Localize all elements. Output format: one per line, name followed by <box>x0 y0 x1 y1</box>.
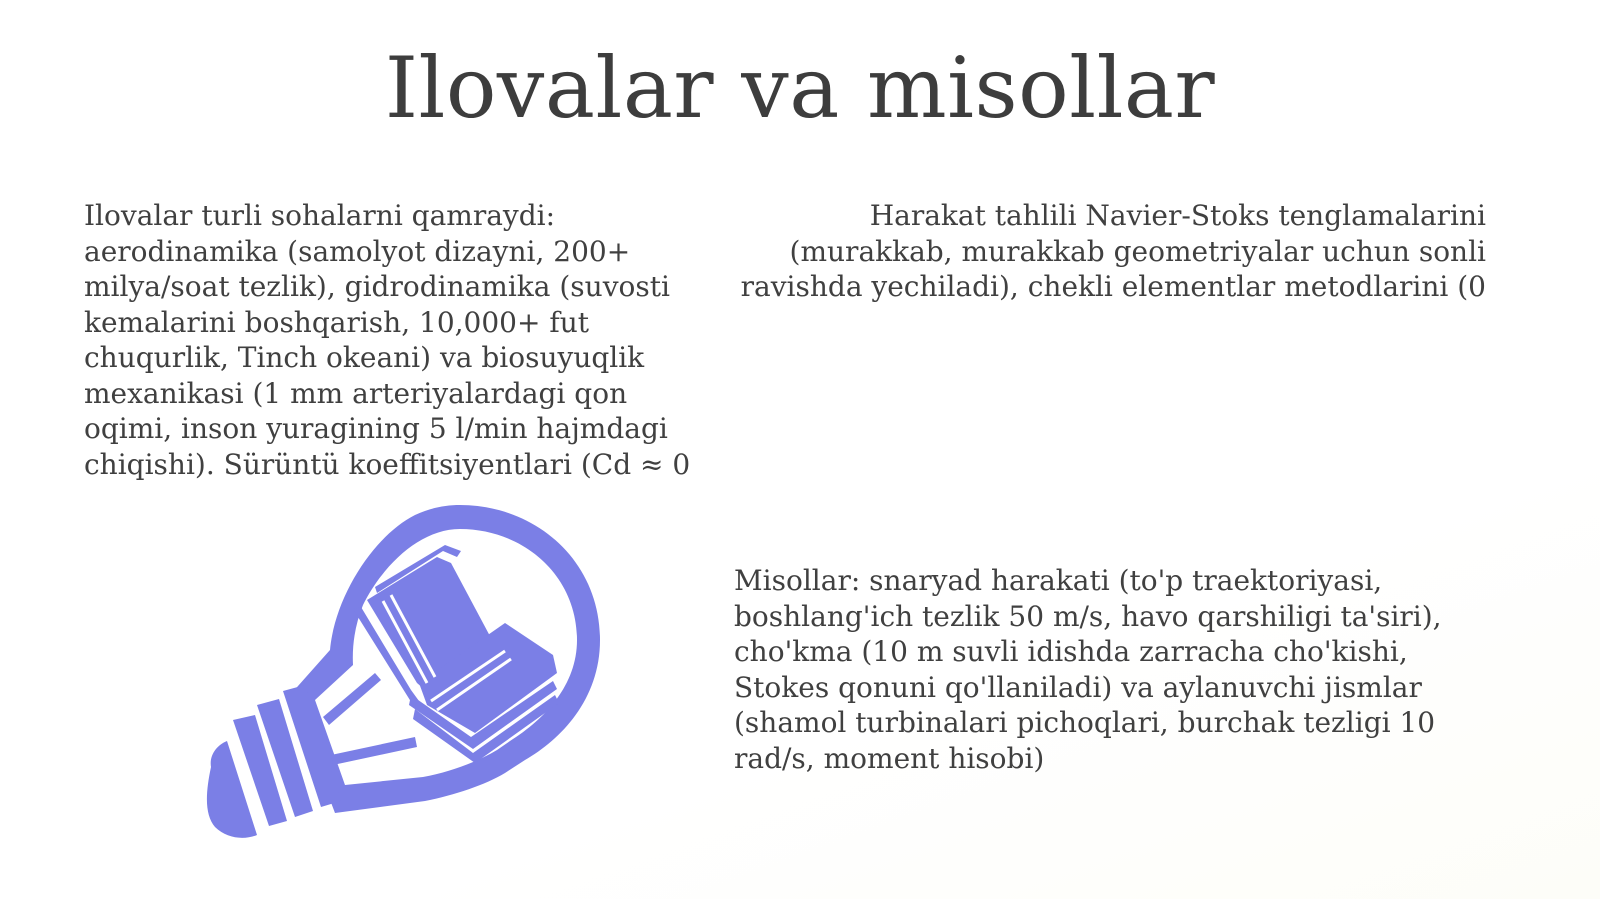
examples-paragraph: Misollar: snaryad harakati (to'p traektoriyasi, boshlang'ich tezlik 50 m/s, havo qarshiligi ta'siri), cho'kma (10 m suvli idishda zarracha cho'kishi, Stokes qonuni qo'llaniladi) va aylanuvchi jismlar (shamol turbinalari pichoqlari, burchak tezligi 10 rad/s, moment hisobi) <box>734 564 1442 775</box>
lightbulb-book-icon <box>205 505 625 845</box>
motion-analysis-paragraph: Harakat tahlili Navier-Stoks tenglamalarini (murakkab, murakkab geometriyalar uchun sonli ravishda yechiladi), chekli elementlar metodlarini (0 <box>740 199 1486 303</box>
slide-title: Ilovalar va misollar <box>384 39 1216 137</box>
applications-paragraph: Ilovalar turli sohalarni qamraydi: aerodinamika (samolyot dizayni, 200+ milya/soat tezlik), gidrodinamika (suvosti kemalarini boshqarish, 10,000+ fut chuqurlik, Tinch okeani) va biosuyuqlik mexanikasi (1 mm arteriyalardagi qon oqimi, inson yuragining 5 l/min hajmdagi chiqishi). Sürüntü koeffitsiyentlari (Cd ≈ 0 <box>84 199 691 481</box>
